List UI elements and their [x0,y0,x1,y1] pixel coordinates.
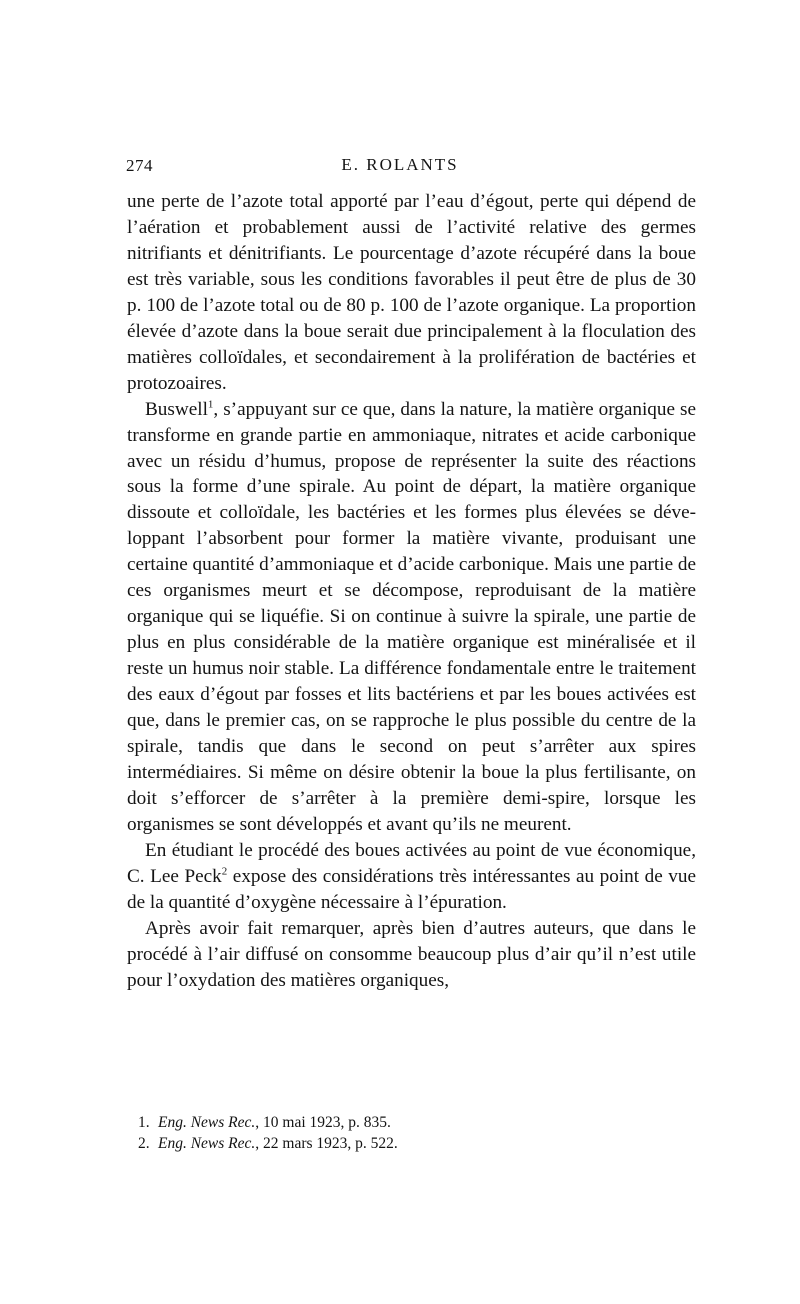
cited-author: Buswell [145,398,208,420]
footnote-1-number: 1. [138,1114,150,1131]
page-number: 274 [126,156,153,175]
paragraph-3-start: En étudiant le procédé des boues activées au point de vue économique, C. Lee Peck [127,839,696,887]
footnotes [138,1112,698,1154]
footnote-2-source: Eng. News Rec. [158,1135,256,1152]
paragraph-4: Après avoir fait remarquer, après bien d’autres auteurs, que dans le procédé à l’air diffusé on consomme beaucoup plus d’air qu’il n’est utile pour l’oxydation des matières organiques, [127,917,696,991]
paragraph-2 [127,397,696,838]
paragraph-3-text: expose des considérations très intéressantes au point de vue de la quantité d’oxygène nécessaire à l’épuration. [127,865,696,913]
running-head: E. ROLANTS [341,155,459,174]
footnote-1-source: Eng. News Rec. [158,1114,256,1131]
footnote-ref-1: 1 [207,398,214,411]
footnote-1-details: , 10 mai 1923, p. 835. [255,1114,391,1131]
footnote-2-number: 2. [138,1135,150,1152]
paragraph-3 [127,838,696,916]
paragraph-1: une perte de l’azote total apporté par l’eau d’égout, perte qui dépend de l’aération et probablement aussi de l’activité relative des germes nitrifiants et dénitrifiants. Le pourcentage d’azote récupéré dans la boue est très variable, sous les conditions favorables il peut être de plus de 30 p. 100 de l’azote total ou de 80 p. 100 de l’azote organique. La proportion élevée d’azote dans la boue serait due principalement à la floculation des matières colloïdales, et secondairement à la prolifération de bactéries et protozoaires. [127,191,696,394]
footnote-2 [138,1133,698,1154]
footnote-1 [138,1112,698,1133]
footnote-ref-2: 2 [221,865,228,878]
footnote-2-details: , 22 mars 1923, p. 522. [255,1135,398,1152]
body-text [127,189,696,994]
paragraph-2-text: , s’appuyant sur ce que, dans la nature, la matière organique se transforme en grande partie en ammoniaque, nitrates et acide carbonique avec un résidu d’humus, propose de représenter la suite des réactions sous la forme d’une spirale. Au point de départ, la matière organique dissoute et colloïdale, les bactéries et les formes plus élevées se développant l’absorbent pour former la matière vivante, produisant une certaine quantité d’ammoniaque et d’acide carbonique. Mais une partie de ces organismes meurt et se décompose, reproduisant de la matière organique qui se liquéfie. Si on continue à suivre la spirale, une partie de plus en plus considérable de la matière organique est minéralisée et il reste un humus noir stable. La différence fondamentale entre le traitement des eaux d’égout par fosses et lits bactériens et par les boues activées est que, dans le premier cas, on se rapproche le plus possible du centre de la spirale, tandis que dans le second on peut s’arrêter aux spires intermédiaires. Si même on désire obtenir la boue la plus fertilisante, on doit s’efforcer de s’arrêter à la première demi-spire, lorsque les organismes se sont développés et avant qu’ils ne meurent. [127,398,696,835]
